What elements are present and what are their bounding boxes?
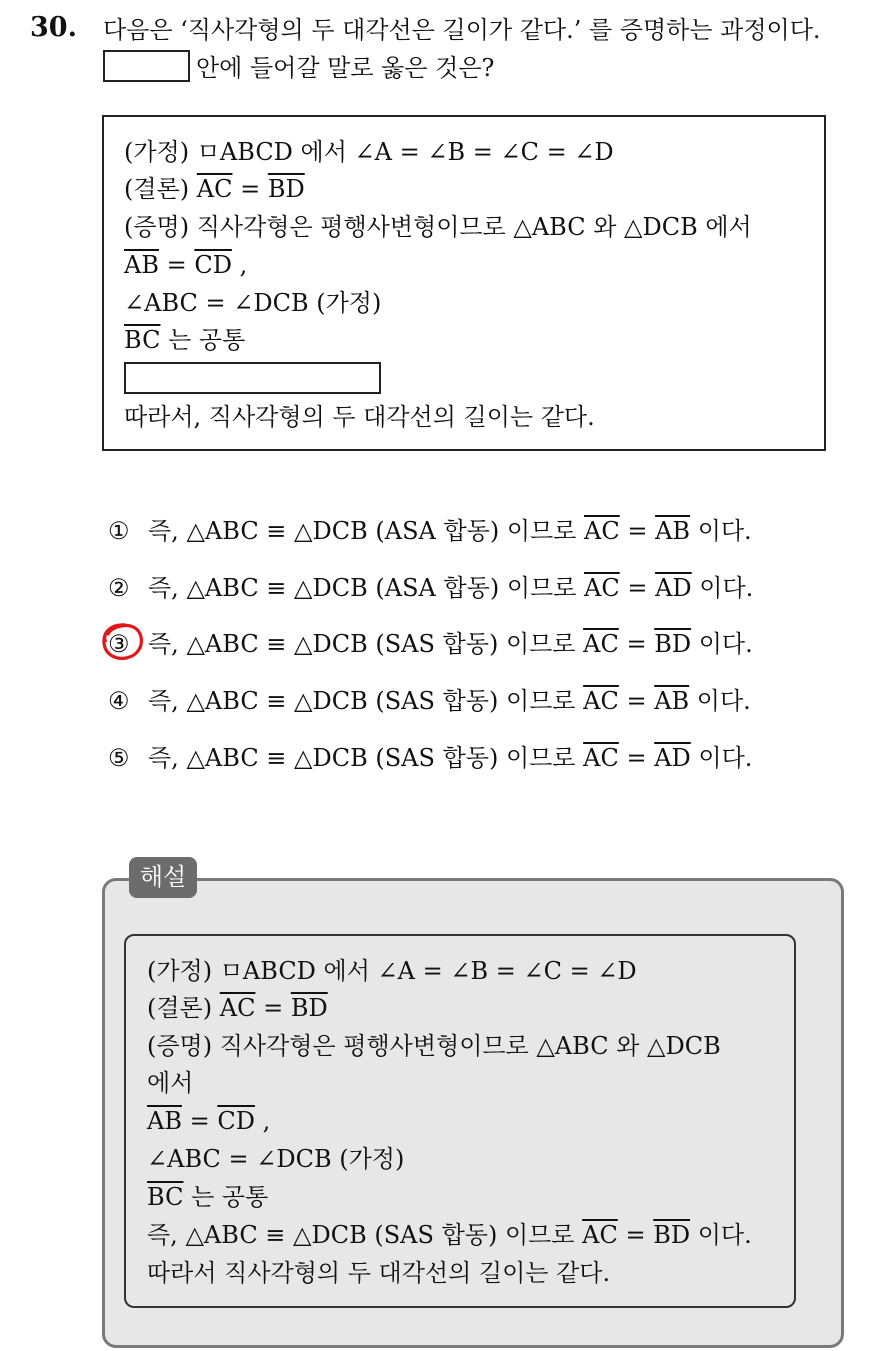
choice-ending: 이다. <box>691 630 753 658</box>
choice-5[interactable] <box>108 741 752 775</box>
choice-number: ⑤ <box>108 744 130 772</box>
segment: $\overline{AD}$ <box>655 574 692 602</box>
choice-ending: 이다. <box>691 574 754 602</box>
solution-statement-cont: 에서 <box>147 1069 194 1097</box>
equals-sign: = <box>618 687 655 715</box>
choice-text: 즉, △ABC ≡ △DCB (SAS 합동) 이므로 <box>148 630 584 658</box>
equals-sign: = <box>255 994 291 1022</box>
equals-sign: = <box>619 517 656 545</box>
equals-sign: = <box>618 630 655 658</box>
question-number: 30. <box>30 12 77 43</box>
segment-bd: $\overline{BD}$ <box>290 994 328 1022</box>
answer-blank-marker <box>103 50 190 82</box>
proof-conclusion <box>124 172 305 206</box>
solution-common-side <box>147 1180 268 1214</box>
choice-number: ③ <box>108 630 130 658</box>
proof-blank-box <box>124 362 381 394</box>
choice-number: ① <box>108 517 130 545</box>
segment-cd: $\overline{CD}$ <box>217 1107 255 1135</box>
solution-assumption: (가정) ㅁABCD 에서 ∠A = ∠B = ∠C = ∠D <box>147 957 637 985</box>
segment: $\overline{AC}$ <box>584 574 620 602</box>
segment-ab: $\overline{AB}$ <box>147 1107 182 1135</box>
equals-sign: = <box>619 574 656 602</box>
choice-text: 즉, △ABC ≡ △DCB (SAS 합동) 이므로 <box>148 687 584 715</box>
segment-bd: $\overline{BD}$ <box>653 1221 691 1249</box>
segment-cd: $\overline{CD}$ <box>194 251 232 279</box>
segment-ab: $\overline{AB}$ <box>124 251 159 279</box>
equals-sign: = <box>158 251 195 279</box>
choice-text: 즉, △ABC ≡ △DCB (ASA 합동) 이므로 <box>148 517 585 545</box>
choice-text: 즉, △ABC ≡ △DCB (ASA 합동) 이므로 <box>148 574 585 602</box>
segment: $\overline{BD}$ <box>654 630 692 658</box>
solution-sides-equal <box>147 1104 270 1138</box>
choice-1[interactable] <box>108 514 752 548</box>
choice-ending: 이다. <box>690 517 752 545</box>
solution-congruence-text: 즉, △ABC ≡ △DCB (SAS 합동) 이므로 <box>147 1221 583 1249</box>
choice-ending: 이다. <box>690 744 753 772</box>
equals-sign: = <box>232 175 268 203</box>
choice-ending: 이다. <box>689 687 751 715</box>
segment-ac: $\overline{AC}$ <box>219 994 256 1022</box>
solution-conclusion-label: (결론) <box>147 994 220 1022</box>
question-stem-line2-text: 안에 들어갈 말로 옳은 것은? <box>196 54 495 82</box>
proof-statement: (증명) 직사각형은 평행사변형이므로 △ABC 와 △DCB 에서 <box>124 213 752 241</box>
choice-4[interactable] <box>108 684 751 718</box>
equals-sign: = <box>181 1107 218 1135</box>
segment: $\overline{AB}$ <box>654 687 690 715</box>
question-stem-line2 <box>103 50 494 85</box>
segment-ac: $\overline{AC}$ <box>196 175 233 203</box>
choice-text: 즉, △ABC ≡ △DCB (SAS 합동) 이므로 <box>148 744 584 772</box>
segment: $\overline{AD}$ <box>654 744 691 772</box>
choice-number: ④ <box>108 687 130 715</box>
proof-common-side <box>124 323 245 357</box>
equals-sign: = <box>617 1221 654 1249</box>
proof-sides-equal <box>124 248 247 282</box>
segment: $\overline{AC}$ <box>583 687 619 715</box>
segment: $\overline{AB}$ <box>655 517 691 545</box>
segment: $\overline{AC}$ <box>583 630 619 658</box>
proof-angles-equal: ∠ABC = ∠DCB (가정) <box>124 289 382 317</box>
solution-congruence <box>147 1218 752 1252</box>
solution-conclusion <box>147 991 328 1025</box>
segment: $\overline{AC}$ <box>583 744 619 772</box>
common-label: 는 공통 <box>160 326 246 354</box>
choice-number: ② <box>108 574 130 602</box>
segment-bc: $\overline{BC}$ <box>147 1183 184 1211</box>
comma: , <box>254 1107 271 1135</box>
choice-3[interactable] <box>108 627 753 661</box>
segment-ac: $\overline{AC}$ <box>582 1221 618 1249</box>
segment: $\overline{AC}$ <box>584 517 620 545</box>
equals-sign: = <box>618 744 655 772</box>
segment-bd: $\overline{BD}$ <box>267 175 305 203</box>
proof-conclusion-label: (결론) <box>124 175 197 203</box>
segment-bc: $\overline{BC}$ <box>124 326 161 354</box>
common-label: 는 공통 <box>183 1183 269 1211</box>
question-stem-line1: 다음은 ‘직사각형의 두 대각선은 길이가 같다.’ 를 증명하는 과정이다. <box>103 16 821 44</box>
answer-mark-circle-icon <box>101 622 145 662</box>
solution-congruence-ending: 이다. <box>690 1221 752 1249</box>
proof-assumption: (가정) ㅁABCD 에서 ∠A = ∠B = ∠C = ∠D <box>124 138 614 166</box>
choice-2[interactable] <box>108 571 753 605</box>
solution-angles-equal: ∠ABC = ∠DCB (가정) <box>147 1145 405 1173</box>
solution-tab: 해설 <box>129 857 197 898</box>
solution-therefore: 따라서 직사각형의 두 대각선의 길이는 같다. <box>147 1259 611 1287</box>
solution-statement: (증명) 직사각형은 평행사변형이므로 △ABC 와 △DCB <box>147 1032 721 1060</box>
comma: , <box>231 251 248 279</box>
proof-therefore: 따라서, 직사각형의 두 대각선의 길이는 같다. <box>124 403 595 431</box>
